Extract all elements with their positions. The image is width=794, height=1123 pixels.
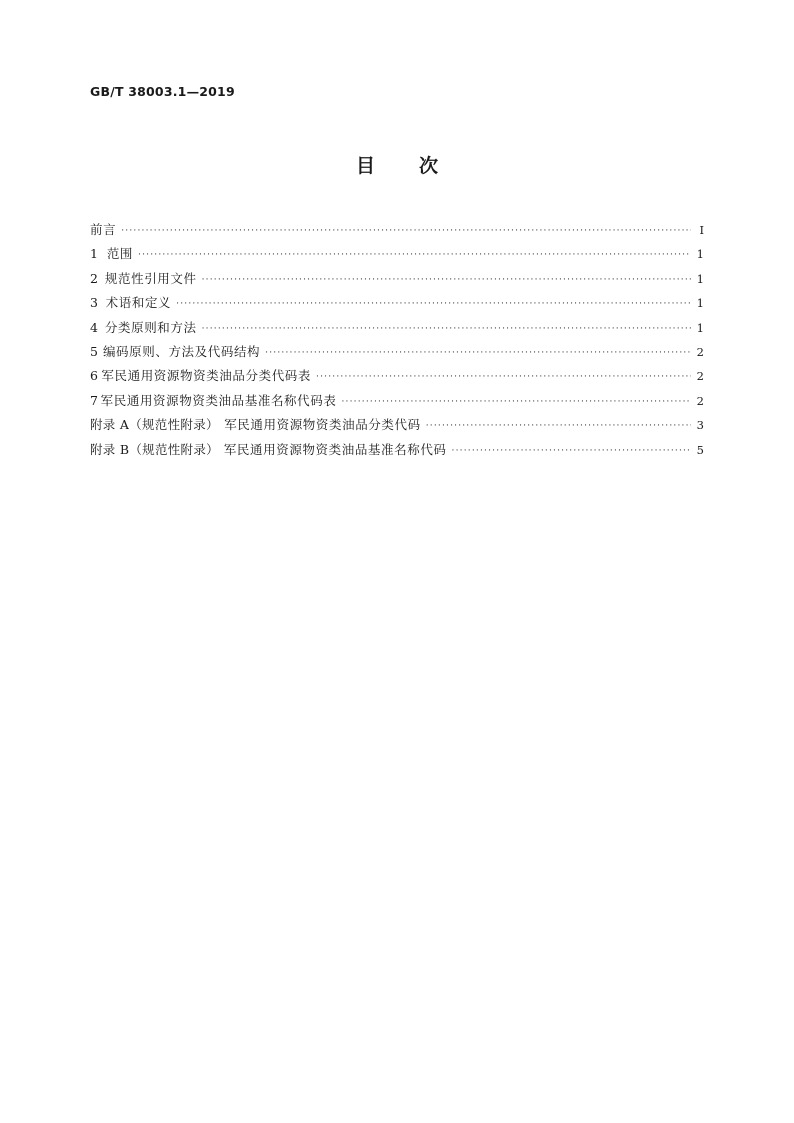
page-title (0, 151, 794, 178)
toc-entry-annex-b[interactable] (90, 438, 704, 462)
toc-entry-number: 3 (90, 295, 98, 311)
toc-page-number: 1 (696, 247, 704, 262)
toc-page-number: 2 (696, 369, 704, 384)
toc-entry-foreword[interactable] (90, 218, 704, 242)
toc-entry-title: 编码原则、方法及代码结构 (102, 343, 261, 359)
toc-page-number: Ⅰ (699, 223, 704, 237)
table-of-contents (90, 218, 704, 462)
toc-leader-dots (265, 341, 691, 365)
toc-entry-5[interactable] (90, 340, 704, 364)
toc-entry-number: 6 (90, 368, 98, 384)
toc-entry-title: 前言 (90, 222, 117, 237)
toc-leader-dots (121, 219, 691, 243)
toc-entry-title: 军民通用资源物资类油品分类代码表 (101, 368, 312, 384)
page-title-char-2: 次 (419, 155, 439, 177)
toc-entry-number: 4 (90, 319, 98, 335)
toc-entry-1[interactable] (90, 242, 704, 266)
toc-entry-annex-a[interactable] (90, 413, 704, 437)
standard-number: GB/T 38003.1—2019 (90, 84, 235, 99)
toc-page-number: 1 (696, 271, 704, 286)
toc-leader-dots (316, 365, 691, 389)
toc-entry-4[interactable] (90, 316, 704, 340)
toc-leader-dots (138, 243, 691, 267)
toc-entry-title: 术语和定义 (105, 295, 172, 311)
toc-annex-label: 附录 A（规范性附录） (90, 417, 219, 433)
toc-entry-number: 7 (90, 392, 98, 408)
toc-entry-6[interactable] (90, 364, 704, 388)
toc-page-number: 3 (696, 418, 704, 433)
toc-entry-number: 5 (90, 343, 98, 359)
toc-entry-title: 军民通用资源物资类油品分类代码 (224, 417, 421, 433)
toc-annex-label: 附录 B（规范性附录） (90, 441, 219, 457)
toc-leader-dots (426, 414, 691, 438)
toc-leader-dots (452, 439, 691, 463)
page-title-char-1: 目 (355, 155, 375, 177)
toc-entry-title: 分类原则和方法 (104, 319, 197, 335)
toc-page-number: 2 (696, 344, 704, 359)
toc-leader-dots (176, 292, 691, 316)
toc-entry-2[interactable] (90, 267, 704, 291)
toc-page-number: 1 (696, 296, 704, 311)
toc-page-number: 1 (696, 320, 704, 335)
toc-leader-dots (341, 390, 691, 414)
toc-entry-7[interactable] (90, 389, 704, 413)
toc-entry-title: 规范性引用文件 (104, 270, 197, 286)
toc-entry-number: 2 (90, 270, 98, 286)
toc-leader-dots (202, 268, 691, 292)
toc-entry-title: 范围 (106, 246, 134, 262)
toc-leader-dots (202, 317, 691, 341)
toc-entry-title: 军民通用资源物资类油品基准名称代码 (223, 441, 447, 457)
toc-page-number: 5 (696, 442, 704, 457)
toc-page-number: 2 (696, 393, 704, 408)
toc-entry-3[interactable] (90, 291, 704, 315)
toc-entry-number: 1 (90, 246, 98, 262)
toc-entry-title: 军民通用资源物资类油品基准名称代码表 (100, 392, 337, 408)
